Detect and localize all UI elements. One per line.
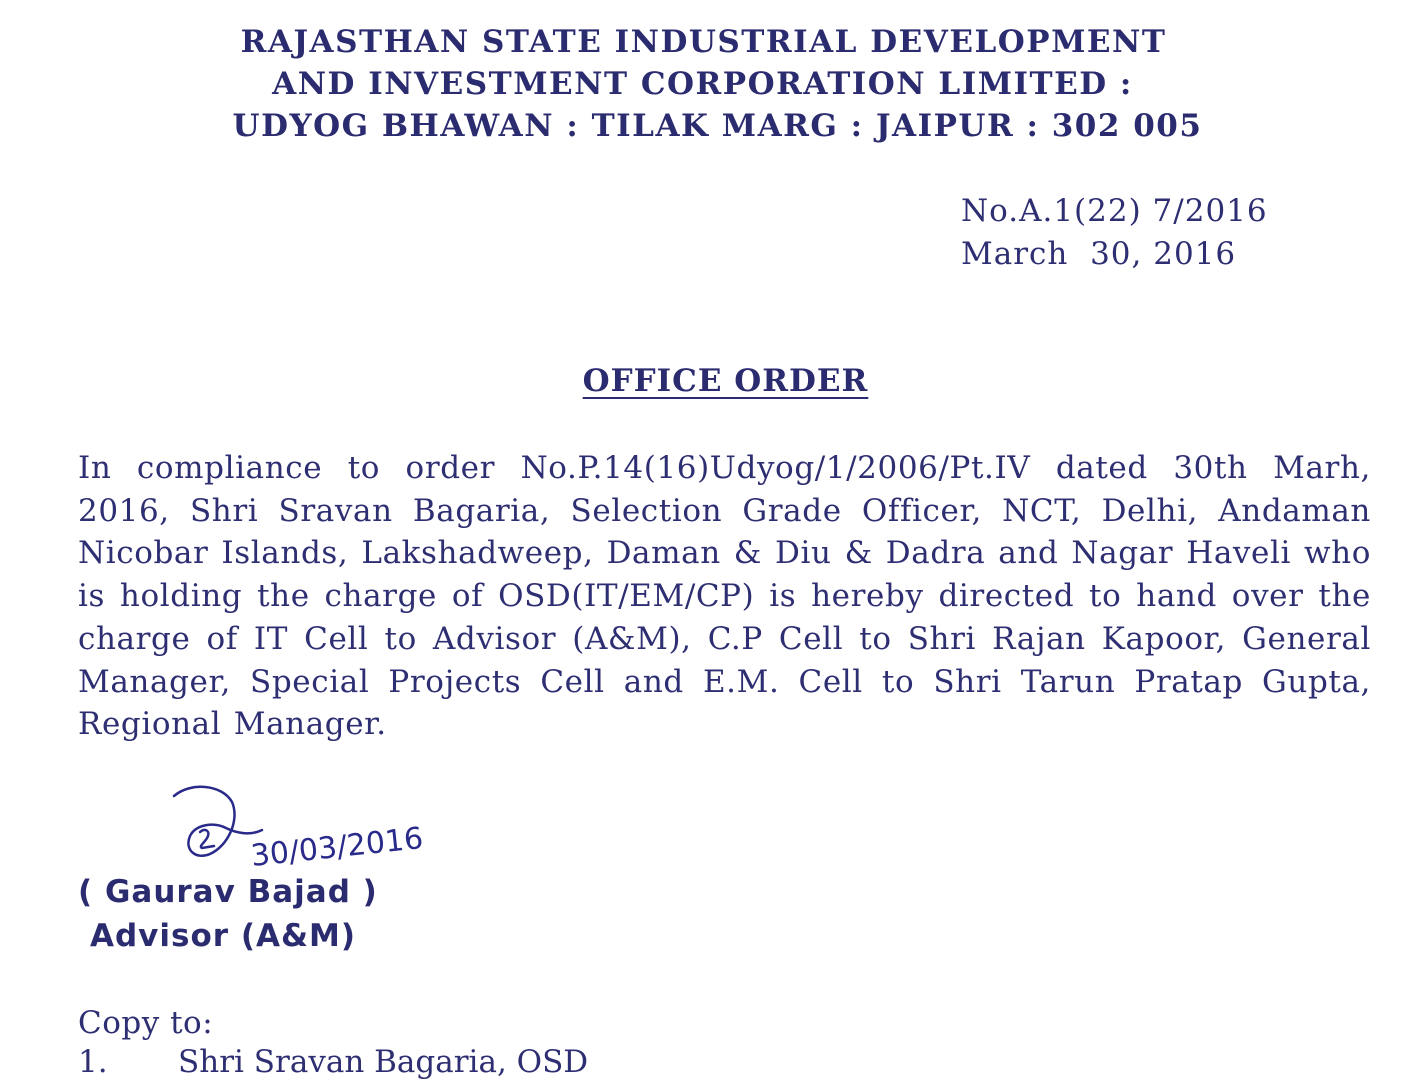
header-line-2: AND INVESTMENT CORPORATION LIMITED : [272, 66, 1133, 102]
order-body: In compliance to order No.P.14(16)Udyog/1/2006/Pt.IV dated 30th Marh, 2016, Shri Sravan Bagaria, Selection Grade Officer, NCT, Delhi, Andaman Nicobar Islands, Lakshadweep, Daman & Diu & Dadra and Nagar Haveli who is holding the charge of OSD(IT/EM/CP) is hereby directed to hand over the charge of IT Cell to Advisor (A&M), C.P Cell to Shri Rajan Kapoor, General Manager, Special Projects Cell and E.M. Cell to Shri Tarun Pratap Gupta, Regional Manager. [78, 450, 1371, 743]
copy-to-item [78, 1044, 588, 1080]
reference-number: No.A.1(22) 7/2016 [961, 193, 1268, 229]
copy-item-text: Shri Sravan Bagaria, OSD [178, 1044, 589, 1080]
copy-to-label: Copy to: [78, 1005, 214, 1041]
copy-item-number: 1. [78, 1044, 108, 1080]
signatory-name: ( Gaurav Bajad ) [78, 874, 378, 910]
header-line-1: RAJASTHAN STATE INDUSTRIAL DEVELOPMENT [240, 24, 1167, 60]
header-line-3: UDYOG BHAWAN : TILAK MARG : JAIPUR : 302 005 [232, 108, 1203, 144]
handwritten-date: 30/03/2016 [249, 821, 425, 874]
signatory-designation: Advisor (A&M) [90, 918, 357, 954]
document-title: OFFICE ORDER [582, 363, 869, 399]
reference-date: March 30, 2016 [961, 236, 1237, 272]
handwritten-signature [170, 778, 490, 878]
